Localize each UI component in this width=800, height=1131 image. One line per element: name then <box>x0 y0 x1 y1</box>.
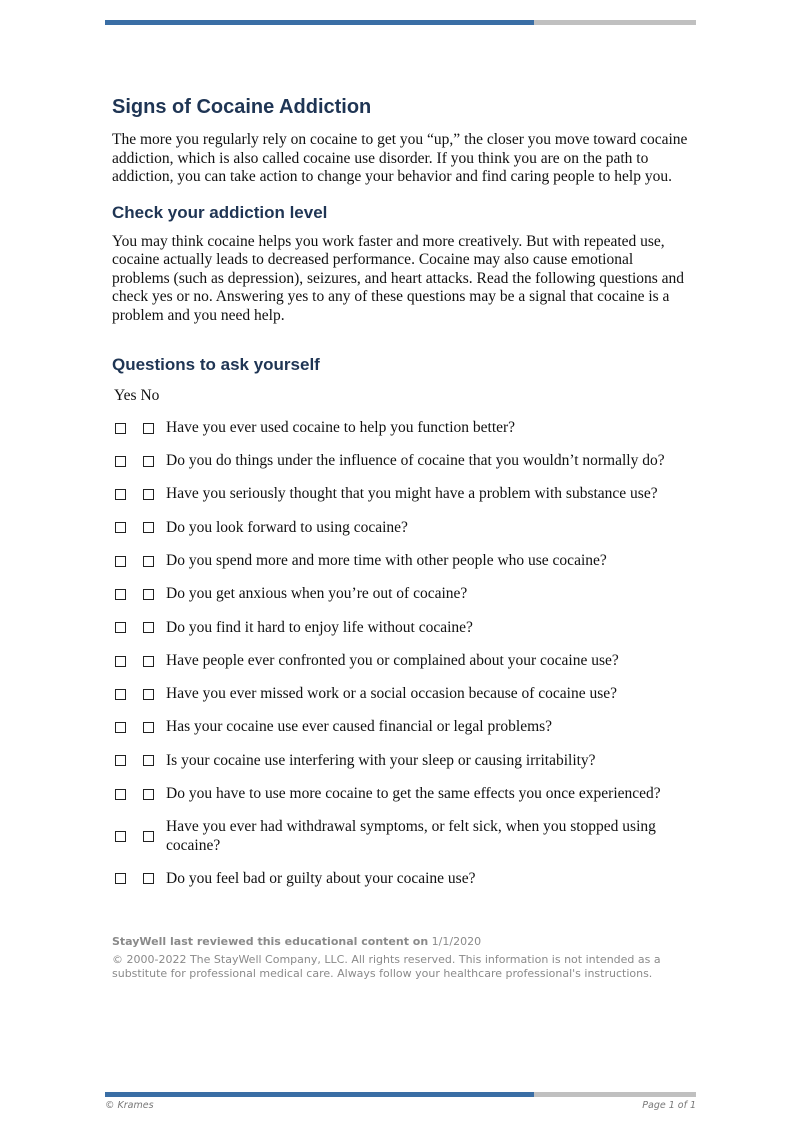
question-text: Do you have to use more cocaine to get the same effects you once experienced? <box>166 785 661 803</box>
check-level-paragraph: You may think cocaine helps you work faster and more creatively. But with repeated use, cocaine actually leads to decreased performance. Cocaine may also cause emotional problems (such as depression), seizures, and heart attacks. Read the following questions and check yes or no. Answering yes to any of these questions may be a signal that cocaine is a problem and you need help. <box>112 232 685 324</box>
yes-checkbox[interactable] <box>115 755 126 766</box>
top-accent-bar-blue <box>105 20 534 25</box>
no-checkbox[interactable] <box>143 656 154 667</box>
question-text: Do you find it hard to enjoy life without cocaine? <box>166 618 473 636</box>
question-row <box>112 551 692 571</box>
yes-checkbox[interactable] <box>115 831 126 842</box>
top-accent-bar-gray <box>534 20 696 25</box>
no-checkbox[interactable] <box>143 423 154 434</box>
yes-checkbox[interactable] <box>115 423 126 434</box>
question-text: Do you get anxious when you’re out of cocaine? <box>166 585 468 603</box>
review-label: StayWell last reviewed this educational content on <box>112 935 429 948</box>
no-checkbox[interactable] <box>143 522 154 533</box>
question-row <box>112 684 692 704</box>
question-row <box>112 784 692 804</box>
footer-page-number: Page 1 of 1 <box>642 1100 696 1111</box>
question-text: Has your cocaine use ever caused financial or legal problems? <box>166 718 553 736</box>
no-column-label: No <box>140 387 160 404</box>
question-text: Have you ever used cocaine to help you function better? <box>166 418 516 436</box>
yes-checkbox[interactable] <box>115 656 126 667</box>
question-row <box>112 518 692 538</box>
no-checkbox[interactable] <box>143 873 154 884</box>
question-text: Have you seriously thought that you might have a problem with substance use? <box>166 485 658 503</box>
question-row <box>112 751 692 771</box>
yes-column-label: Yes <box>114 387 137 404</box>
question-list <box>112 418 692 889</box>
question-text: Have you ever missed work or a social occasion because of cocaine use? <box>166 685 618 703</box>
question-row <box>112 718 692 738</box>
no-checkbox[interactable] <box>143 789 154 800</box>
question-text: Do you spend more and more time with other people who use cocaine? <box>166 551 607 569</box>
page-title: Signs of Cocaine Addiction <box>112 96 372 118</box>
no-checkbox[interactable] <box>143 831 154 842</box>
no-checkbox[interactable] <box>143 689 154 700</box>
yes-checkbox[interactable] <box>115 556 126 567</box>
question-row <box>112 651 692 671</box>
no-checkbox[interactable] <box>143 589 154 600</box>
question-row <box>112 818 692 856</box>
top-accent-bar <box>105 20 696 25</box>
no-checkbox[interactable] <box>143 456 154 467</box>
intro-paragraph: The more you regularly rely on cocaine to get you “up,” the closer you move toward cocaine addiction, which is also called cocaine use disorder. If you think you are on the path to addiction, you can take action to change your behavior and find caring people to help you. <box>112 131 688 185</box>
no-checkbox[interactable] <box>143 622 154 633</box>
no-checkbox[interactable] <box>143 722 154 733</box>
yes-checkbox[interactable] <box>115 873 126 884</box>
review-date: 1/1/2020 <box>431 935 482 948</box>
yes-checkbox[interactable] <box>115 689 126 700</box>
question-text: Do you feel bad or guilty about your cocaine use? <box>166 869 476 887</box>
yes-checkbox[interactable] <box>115 722 126 733</box>
footer-publisher: © Krames <box>105 1100 154 1111</box>
bottom-accent-bar-gray <box>534 1092 696 1097</box>
question-row <box>112 869 692 889</box>
check-level-heading: Check your addiction level <box>112 202 328 222</box>
question-text: Have people ever confronted you or complained about your cocaine use? <box>166 651 619 669</box>
yes-no-header <box>112 387 692 405</box>
bottom-accent-bar <box>105 1092 696 1097</box>
document-content <box>112 94 692 902</box>
question-text: Is your cocaine use interfering with your sleep or causing irritability? <box>166 751 596 769</box>
yes-checkbox[interactable] <box>115 589 126 600</box>
no-checkbox[interactable] <box>143 755 154 766</box>
question-text: Do you look forward to using cocaine? <box>166 518 408 536</box>
question-text: Have you ever had withdrawal symptoms, or felt sick, when you stopped using cocaine? <box>166 818 656 854</box>
yes-checkbox[interactable] <box>115 789 126 800</box>
question-row <box>112 485 692 505</box>
yes-checkbox[interactable] <box>115 522 126 533</box>
bottom-accent-bar-blue <box>105 1092 534 1097</box>
question-row <box>112 618 692 638</box>
review-note <box>112 935 481 948</box>
question-row <box>112 418 692 438</box>
copyright-notice: © 2000-2022 The StayWell Company, LLC. All rights reserved. This information is not intended as a substitute for professional medical care. Always follow your healthcare professional's instructions. <box>112 953 661 980</box>
yes-checkbox[interactable] <box>115 622 126 633</box>
questions-heading: Questions to ask yourself <box>112 355 320 374</box>
question-row <box>112 584 692 604</box>
no-checkbox[interactable] <box>143 489 154 500</box>
question-row <box>112 451 692 471</box>
yes-checkbox[interactable] <box>115 489 126 500</box>
yes-checkbox[interactable] <box>115 456 126 467</box>
no-checkbox[interactable] <box>143 556 154 567</box>
question-text: Do you do things under the influence of cocaine that you wouldn’t normally do? <box>166 452 665 470</box>
